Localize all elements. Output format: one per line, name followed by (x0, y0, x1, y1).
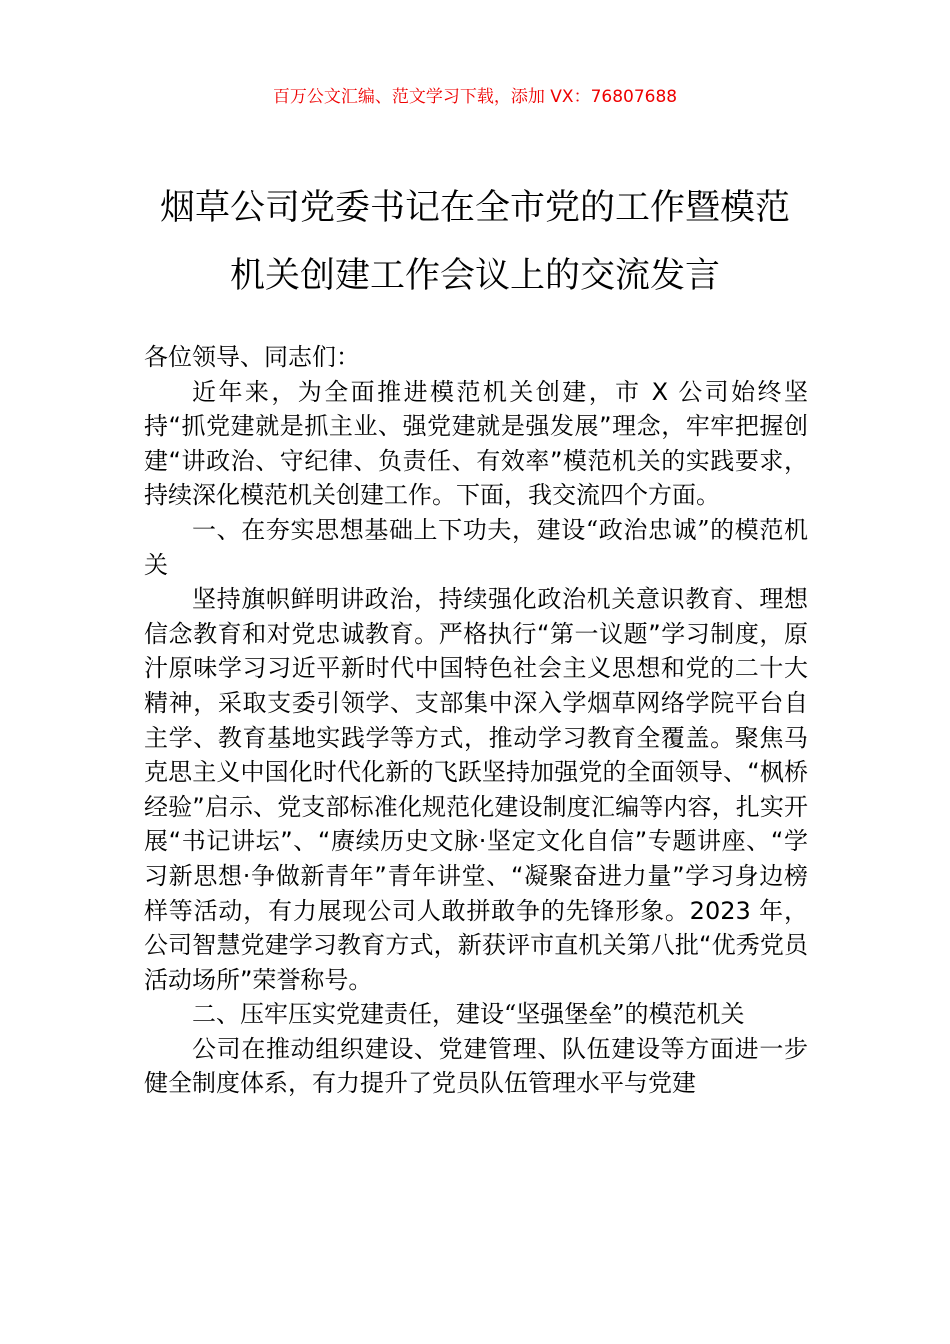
section-heading-2: 二、压牢压实党建责任，建设“坚强堡垒”的模范机关 (192, 1000, 745, 1029)
section-heading-1: 一、在夯实思想基础上下功夫，建设“政治忠诚”的模范机关 (144, 515, 808, 579)
paragraph-intro: 近年来，为全面推进模范机关创建，市 X 公司始终坚持“抓党建就是抓主业、强党建就是强发展”理念，牢牢把握创建“讲政治、守纪律、负责任、有效率”模范机关的实践要求，持续深化模范机关创建工作。下面，我交流四个方面。 (144, 377, 808, 510)
watermark-header: 百万公文汇编、范文学习下载，添加 VX：76807688 (272, 87, 678, 107)
title-line-2: 机关创建工作会议上的交流发言 (229, 256, 720, 296)
document-body (144, 340, 808, 1101)
document-title (100, 174, 850, 310)
paragraph-section-1: 坚持旗帜鲜明讲政治，持续强化政治机关意识教育、理想信念教育和对党忠诚教育。严格执行“第一议题”学习制度，原汁原味学习习近平新时代中国特色社会主义思想和党的二十大精神，采取支委引领学、支部集中深入学烟草网络学院平台自主学、教育基地实践学等方式，推动学习教育全覆盖。聚焦马克思主义中国化时代化新的飞跃坚持加强党的全面领导、“枫桥经验”启示、党支部标准化规范化建设制度汇编等内容，扎实开展“书记讲坛”、“赓续历史文脉·坚定文化自信”专题讲座、“学习新思想·争做新青年”青年讲堂、“凝聚奋进力量”学习身边榜样等活动，有力展现公司人敢拼敢争的先锋形象。2023 年，公司智慧党建学习教育方式，新获评市直机关第八批“优秀党员活动场所”荣誉称号。 (144, 585, 808, 994)
paragraph-section-2: 公司在推动组织建设、党建管理、队伍建设等方面进一步健全制度体系，有力提升了党员队伍管理水平与党建 (144, 1034, 808, 1098)
salutation: 各位领导、同志们： (144, 343, 360, 371)
title-line-1: 烟草公司党委书记在全市党的工作暨模范 (159, 188, 790, 228)
